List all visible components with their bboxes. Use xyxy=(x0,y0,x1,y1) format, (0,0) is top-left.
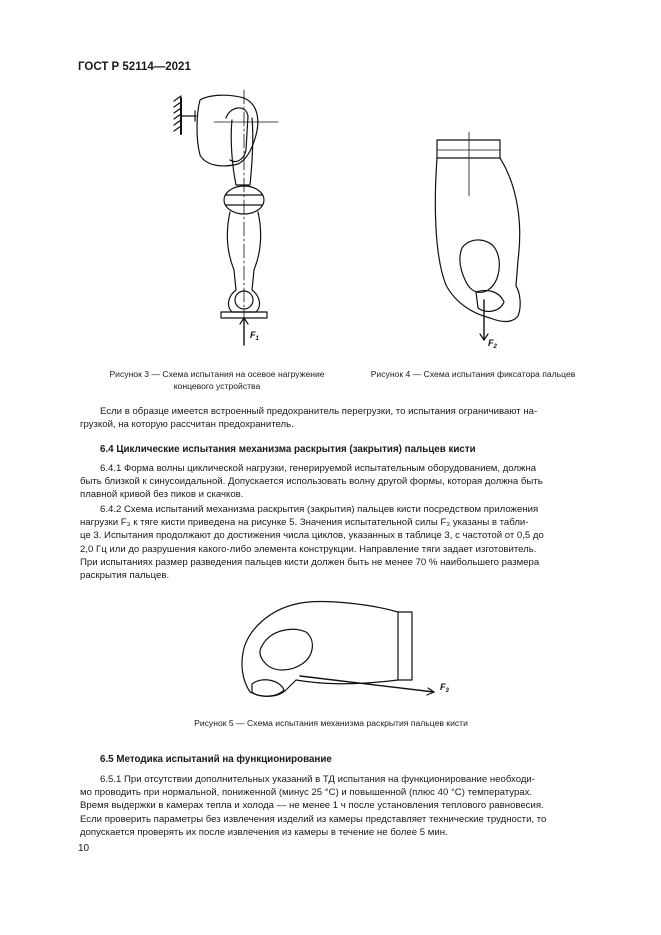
figure5-drawing xyxy=(242,602,434,697)
figure5-force-label: $F_3$ xyxy=(440,682,449,694)
figure3-drawing xyxy=(174,90,278,345)
page-number: 10 xyxy=(78,843,90,854)
section-6-4-paragraph-2: 6.4.2 Схема испытаний механизма раскрытия (закрытия) пальцев кисти посредством приложения нагрузки F₃ к тяге кисти приведена на рисунке 5. Значения испытательной силы F₃ указаны в табли- це 3. Испытания продолжают до достижения числа циклов, указанных в таблице 3, с частотой от 0,5 до 2,0 Гц или до разрушения какого-либо элемента конструкции. Направление тяги задает изготовитель. При испытаниях размер разведения пальцев кисти должен быть не менее 70 % наибольшего размера раскрытия пальцев. xyxy=(80,504,544,582)
intro-paragraph xyxy=(80,405,582,431)
figure3-force-label: $F_1$ xyxy=(250,330,259,342)
intro-line: грузкой, на которую рассчитан предохранитель. xyxy=(80,419,294,431)
standard-header: ГОСТ Р 52114—2021 xyxy=(78,61,191,73)
figure4-drawing xyxy=(435,132,520,340)
figure4-caption: Рисунок 4 — Схема испытания фиксатора пальцев xyxy=(370,369,576,379)
figure4-force-label: $F_2$ xyxy=(488,338,497,350)
figure3-caption: Рисунок 3 — Схема испытания на осевое нагружение концевого устройства xyxy=(109,369,325,391)
figure5-caption: Рисунок 5 — Схема испытания механизма раскрытия пальцев кисти xyxy=(194,718,468,728)
section-6-5-paragraph-1: 6.5.1 При отсутствии дополнительных указаний в ТД испытания на функционирование необходи- мо проводить при нормальной, пониженной (минус 25 °С) и повышенной (плюс 40 °С) температурах. Время выдержки в камерах тепла и холода — не менее 1 ч после установления теплового равновесия. Если проверить параметры без извлечения изделий из камеры представляет технические трудности, то допускается проверять их после извлечения из камеры в течение не более 5 мин. xyxy=(80,774,547,838)
section-6-5-title: 6.5 Методика испытаний на функционирование xyxy=(100,754,332,765)
intro-line: Если в образце имеется встроенный предохранитель перегрузки, то испытания ограничивают на- xyxy=(100,406,538,417)
section-6-4-paragraph-1: 6.4.1 Форма волны циклической нагрузки, генерируемой испытательным оборудованием, должна быть близкой к синусоидальной. Допускается использовать волну другой формы, которая должна быть плавной кривой без пиков и скачков. xyxy=(80,463,543,501)
section-6-4-title: 6.4 Циклические испытания механизма раскрытия (закрытия) пальцев кисти xyxy=(100,444,476,455)
